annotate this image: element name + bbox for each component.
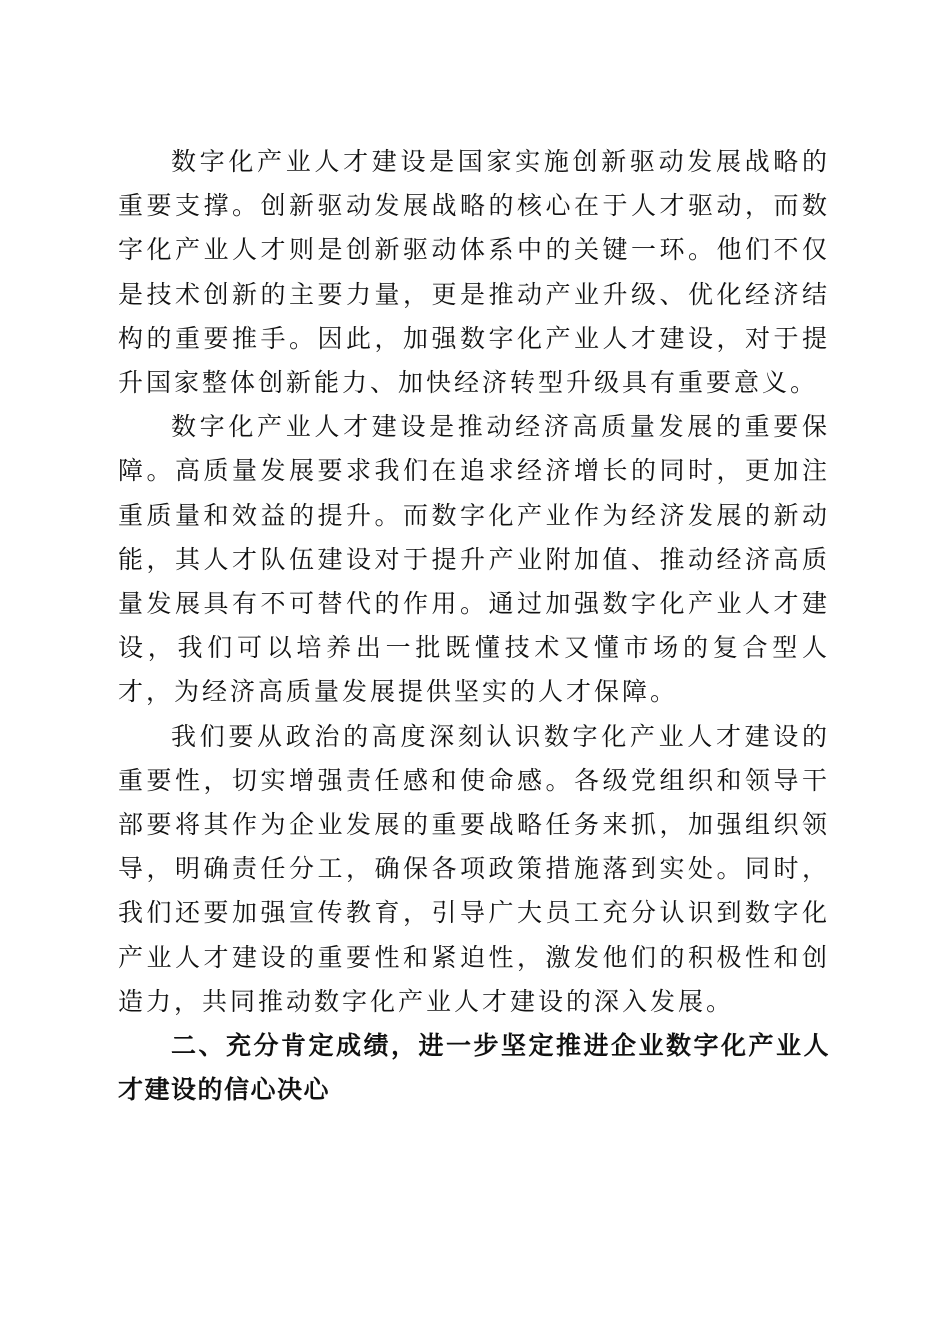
paragraph-innovation-support: 数字化产业人才建设是国家实施创新驱动发展战略的重要支撑。创新驱动发展战略的核心在于人才驱动，而数字化产业人才则是创新驱动体系中的关键一环。他们不仅是技术创新的主要力量，更是推动产业升级、优化经济结构的重要推手。因此，加强数字化产业人才建设，对于提升国家整体创新能力、加快经济转型升级具有重要意义。 — [118, 147, 830, 398]
paragraph-political-awareness: 我们要从政治的高度深刻认识数字化产业人才建设的重要性，切实增强责任感和使命感。各级党组织和领导干部要将其作为企业发展的重要战略任务来抓，加强组织领导，明确责任分工，确保各项政策措施落到实处。同时，我们还要加强宣传教育，引导广大员工充分认识到数字化产业人才建设的重要性和紧迫性，激发他们的积极性和创造力，共同推动数字化产业人才建设的深入发展。 — [118, 721, 830, 1016]
document-page — [118, 140, 830, 1112]
paragraph-high-quality-development: 数字化产业人才建设是推动经济高质量发展的重要保障。高质量发展要求我们在追求经济增长的同时，更加注重质量和效益的提升。而数字化产业作为经济发展的新动能，其人才队伍建设对于提升产业附加值、推动经济高质量发展具有不可替代的作用。通过加强数字化产业人才建设，我们可以培养出一批既懂技术又懂市场的复合型人才，为经济高质量发展提供坚实的人才保障。 — [118, 412, 830, 707]
section-heading: 二、充分肯定成绩，进一步坚定推进企业数字化产业人才建设的信心决心 — [118, 1031, 830, 1105]
